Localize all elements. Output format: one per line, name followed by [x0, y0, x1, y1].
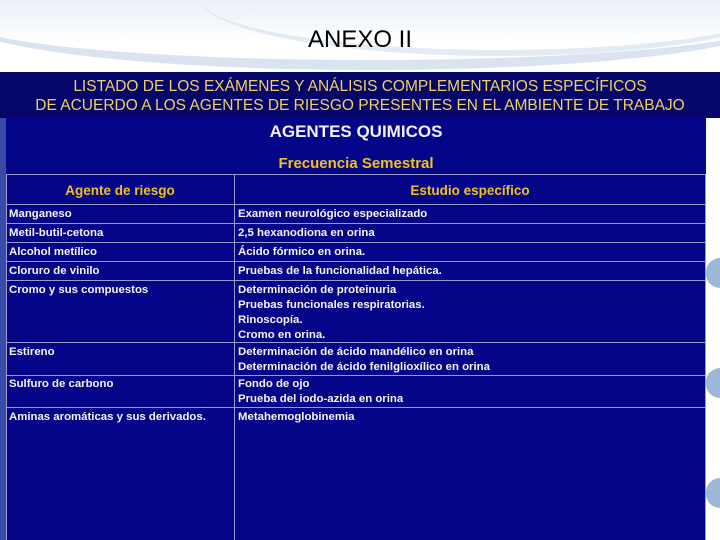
- row-divider: [6, 223, 706, 224]
- table-border-right: [705, 174, 706, 540]
- agent-cell: Cloruro de vinilo: [9, 265, 100, 277]
- study-cell: Metahemoglobinemia: [238, 411, 355, 423]
- study-cell: Determinación de ácido fenilglioxílico en orina: [238, 361, 490, 373]
- study-cell: Determinación de proteinuria: [238, 284, 397, 296]
- row-divider: [6, 407, 706, 408]
- study-cell: Ácido fórmico en orina.: [238, 246, 366, 258]
- study-cell: Examen neurológico especializado: [238, 208, 428, 220]
- agent-cell: Manganeso: [9, 208, 72, 220]
- frequency-heading: Frecuencia Semestral: [278, 155, 434, 172]
- agent-cell: Estireno: [9, 346, 55, 358]
- study-cell: Cromo en orina.: [238, 329, 326, 341]
- row-divider: [6, 261, 706, 262]
- study-cell: 2,5 hexanodiona en orina: [238, 227, 375, 239]
- row-divider: [6, 280, 706, 281]
- study-cell: Prueba del iodo-azida en orina: [238, 393, 404, 405]
- row-divider: [6, 375, 706, 376]
- study-cell: Pruebas funcionales respiratorias.: [238, 299, 425, 311]
- agent-cell: Aminas aromáticas y sus derivados.: [9, 411, 206, 423]
- study-cell: Rinoscopía.: [238, 314, 303, 326]
- agent-cell: Sulfuro de carbono: [9, 378, 114, 390]
- row-divider: [6, 242, 706, 243]
- study-cell: Determinación de ácido mandélico en orina: [238, 346, 474, 358]
- study-cell: Fondo de ojo: [238, 378, 310, 390]
- page-title: ANEXO II: [307, 26, 413, 53]
- subtitle-banner: [0, 72, 720, 118]
- row-divider: [6, 342, 706, 343]
- subtitle-line-1: LISTADO DE LOS EXÁMENES Y ANÁLISIS COMPLEMENTARIOS ESPECÍFICOS: [73, 78, 647, 95]
- table-border-left: [6, 174, 7, 540]
- edge-mark: [706, 368, 720, 398]
- table-heading: AGENTES QUIMICOS: [269, 122, 443, 141]
- column-header-agent: Agente de riesgo: [65, 183, 175, 198]
- right-edge-decoration: [706, 118, 720, 540]
- column-divider: [234, 174, 235, 540]
- agent-cell: Metil-butil-cetona: [9, 227, 104, 239]
- table-slide: [6, 118, 706, 540]
- edge-mark: [706, 478, 720, 508]
- agent-cell: Alcohol metílico: [9, 246, 97, 258]
- study-cell: Pruebas de la funcionalidad hepática.: [238, 265, 442, 277]
- edge-mark: [706, 258, 720, 288]
- table-border-top: [6, 174, 706, 175]
- subtitle-line-2: DE ACUERDO A LOS AGENTES DE RIESGO PRESENTES EN EL AMBIENTE DE TRABAJO: [35, 97, 685, 114]
- agent-cell: Cromo y sus compuestos: [9, 284, 149, 296]
- header-row-divider: [6, 204, 706, 205]
- column-header-study: Estudio específico: [410, 183, 530, 198]
